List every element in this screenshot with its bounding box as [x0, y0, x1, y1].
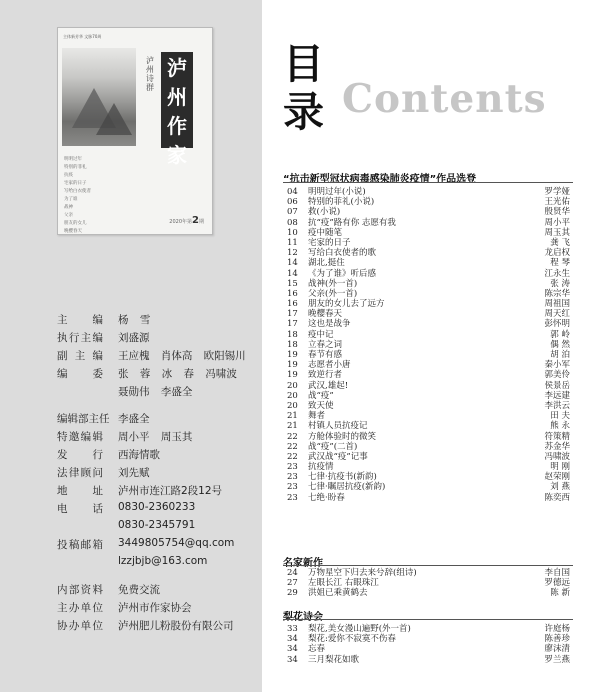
toc-entry[interactable]	[283, 187, 573, 197]
cover-contents-line: 特别的菲礼	[64, 165, 87, 170]
toc-author: 程 琴	[550, 258, 570, 269]
toc-author: 熊 永	[550, 421, 570, 432]
cover-contents-line: 写给白衣使者	[64, 189, 91, 194]
toc-page-number: 18	[287, 339, 298, 350]
toc-title: 战“疫”(二首)	[308, 441, 358, 452]
toc-page-number: 17	[287, 309, 298, 320]
toc-author: 刘 燕	[550, 482, 570, 493]
toc-title: 救(小说)	[308, 207, 341, 218]
toc-entry[interactable]	[283, 588, 573, 598]
toc-page-number: 11	[287, 237, 298, 248]
toc-author: 郭美伶	[544, 370, 570, 381]
toc-title: 万物星空下归去来兮辞(组诗)	[308, 568, 417, 578]
toc-author: 龚 飞	[550, 237, 570, 248]
toc-entry[interactable]	[283, 401, 573, 411]
masthead-value: 周小平 周玉其	[118, 431, 193, 443]
toc-page-number: 22	[287, 431, 298, 442]
section-divider	[283, 182, 573, 183]
toc-entry[interactable]	[283, 248, 573, 258]
toc-author: 苏金华	[544, 441, 570, 452]
toc-title: 洪姐已乘黄鹤去	[308, 588, 368, 599]
cover-contents-line: 明明过年	[64, 157, 82, 162]
section-divider	[283, 565, 573, 566]
toc-author: 李远建	[544, 390, 570, 401]
toc-page-number: 04	[287, 187, 298, 197]
cover-contents-line: 宅家的日子	[64, 181, 87, 186]
toc-page-number: 19	[287, 360, 298, 371]
toc-author: 侯景岳	[544, 380, 570, 391]
masthead-value: 0830-2360233	[118, 501, 196, 513]
issue-suffix: 期	[198, 219, 204, 225]
toc-author: 陈 新	[550, 588, 570, 599]
toc-title: 致天使	[308, 400, 334, 411]
toc-list	[283, 624, 573, 665]
masthead-label: 内部资料	[57, 584, 103, 596]
toc-page-number: 14	[287, 268, 298, 279]
toc-title: 朋友的女儿去了远方	[308, 299, 385, 310]
toc-page-number: 27	[287, 578, 298, 589]
toc-page-number: 33	[287, 624, 298, 634]
toc-title: 左眼长江 右眼珠江	[308, 578, 379, 589]
toc-entry[interactable]	[283, 218, 573, 228]
toc-entry[interactable]	[283, 493, 573, 503]
page-title	[283, 40, 324, 136]
toc-page-number: 14	[287, 258, 298, 269]
toc-title: 抗疫情	[308, 462, 334, 473]
toc-entry[interactable]	[283, 644, 573, 654]
toc-entry[interactable]	[283, 279, 573, 289]
masthead-value: 免费交流	[118, 584, 160, 596]
title-char-top: 目	[283, 40, 324, 88]
toc-entry[interactable]	[283, 197, 573, 207]
cover-title-char: 家	[167, 143, 187, 167]
cover-issue	[169, 215, 204, 226]
toc-entry[interactable]	[283, 319, 573, 329]
section-heading: 梨花诗会	[283, 612, 323, 623]
left-panel	[0, 0, 262, 692]
toc-author: 殷贤华	[544, 207, 570, 218]
toc-author: 许庭杨	[544, 624, 570, 634]
toc-list	[283, 568, 573, 599]
toc-entry[interactable]	[283, 258, 573, 268]
cover-contents-line: 战神	[64, 205, 73, 210]
toc-page-number: 17	[287, 319, 298, 330]
masthead-label: 主编	[57, 314, 103, 326]
toc-entry[interactable]	[283, 330, 573, 340]
toc-page-number: 16	[287, 299, 298, 310]
masthead-label: 投稿邮箱	[57, 539, 103, 551]
toc-entry[interactable]	[283, 411, 573, 421]
toc-author: 胡 泊	[550, 350, 570, 360]
masthead-label: 编辑部主任	[57, 413, 110, 425]
toc-page-number: 23	[287, 462, 298, 473]
cover-contents-line: 为了谁	[64, 197, 78, 202]
toc-page-number: 23	[287, 492, 298, 503]
toc-title: 志愿者小唐	[308, 360, 351, 371]
toc-title: 疫中记	[308, 329, 334, 340]
toc-title: 三月梨花如歌	[308, 654, 360, 665]
masthead-label: 协办单位	[57, 620, 103, 632]
cover-contents-line: 晚樱春天	[64, 229, 82, 234]
toc-title: 战“疫”	[308, 390, 334, 401]
toc-title: 舞者	[308, 411, 326, 422]
toc-entry[interactable]	[283, 624, 573, 634]
toc-author: 郭 岭	[550, 329, 570, 340]
toc-entry[interactable]	[283, 634, 573, 644]
cover-contents-line: 父亲	[64, 213, 73, 218]
toc-author: 罗德远	[544, 578, 570, 589]
cover-contents-line: 朋友的女儿	[64, 221, 87, 226]
toc-author: 龙启权	[544, 248, 570, 259]
toc-entry[interactable]	[283, 421, 573, 431]
toc-entry[interactable]	[283, 655, 573, 665]
toc-author: 李洪云	[544, 400, 570, 411]
toc-entry[interactable]	[283, 299, 573, 309]
toc-entry[interactable]	[283, 360, 573, 370]
toc-author: 田 夫	[550, 411, 570, 422]
toc-list	[283, 187, 573, 503]
section-heading: “抗击新型冠状病毒感染肺炎疫情”作品选登	[283, 174, 477, 185]
toc-entry[interactable]	[283, 238, 573, 248]
mountain-shape	[96, 103, 132, 135]
masthead-value: 西海情歌	[118, 449, 160, 461]
toc-title: 武汉,雄起!	[308, 380, 349, 391]
toc-title: 七律·瞩居抗疫(新韵)	[308, 482, 386, 493]
toc-title: 这也是战争	[308, 319, 351, 330]
cover-title	[161, 52, 193, 167]
toc-entry[interactable]	[283, 391, 573, 401]
toc-page-number: 20	[287, 390, 298, 401]
cover-title-char: 作	[167, 114, 187, 138]
toc-entry[interactable]	[283, 289, 573, 299]
cover-tagline: 主体新芳华 文脉70周	[63, 34, 102, 39]
toc-page-number: 34	[287, 654, 298, 665]
masthead-value: 泸州市作家协会	[118, 602, 192, 614]
toc-entry[interactable]	[283, 350, 573, 360]
toc-page-number: 21	[287, 421, 298, 432]
toc-page-number: 21	[287, 411, 298, 422]
toc-author: 赵荣刚	[544, 472, 570, 483]
toc-title: 战神(外一首)	[308, 278, 358, 289]
masthead-value: 3449805754@qq.com	[118, 537, 235, 549]
toc-entry[interactable]	[283, 578, 573, 588]
toc-title: 明明过年(小说)	[308, 187, 366, 197]
toc-page-number: 12	[287, 248, 298, 259]
toc-page-number: 10	[287, 227, 298, 238]
toc-entry[interactable]	[283, 269, 573, 279]
toc-page-number: 23	[287, 482, 298, 493]
masthead-value: 杨 雪	[118, 314, 151, 326]
toc-entry[interactable]	[283, 309, 573, 319]
masthead-label: 地址	[57, 485, 103, 497]
toc-title: 立春之词	[308, 339, 343, 350]
toc-page-number: 19	[287, 350, 298, 360]
cover-landscape-painting	[62, 48, 136, 146]
toc-page-number: 22	[287, 441, 298, 452]
toc-title: 春节有感	[308, 350, 343, 360]
toc-page-number: 18	[287, 329, 298, 340]
toc-author: 陈宗华	[544, 288, 570, 299]
masthead-value: 0830-2345791	[118, 519, 196, 531]
toc-author: 罗学娅	[544, 187, 570, 197]
masthead-label: 副主编	[57, 350, 103, 362]
toc-author: 陈奕西	[544, 492, 570, 503]
toc-title: 宅家的日子	[308, 237, 351, 248]
toc-page-number: 23	[287, 472, 298, 483]
toc-title: 梨花,美女漫山遍野(外一首)	[308, 624, 411, 634]
toc-author: 张 涛	[550, 278, 570, 289]
toc-author: 周玉其	[544, 227, 570, 238]
toc-title: 晚樱春天	[308, 309, 343, 320]
toc-author: 周祖国	[544, 299, 570, 310]
toc-entry[interactable]	[283, 370, 573, 380]
toc-page-number: 29	[287, 588, 298, 599]
toc-author: 明 刚	[550, 462, 570, 473]
toc-entry[interactable]	[283, 568, 573, 578]
toc-author: 周小平	[544, 217, 570, 228]
masthead-value: 泸州肥儿粉股份有限公司	[118, 620, 234, 632]
toc-title: 梨花:爱你不寂寞不伤春	[308, 634, 396, 645]
toc-author: 廖沫清	[544, 644, 570, 655]
toc-title: 致逆行者	[308, 370, 343, 381]
toc-author: 李自国	[544, 568, 570, 578]
toc-entry[interactable]	[283, 381, 573, 391]
toc-title: 疫中随笔	[308, 227, 343, 238]
masthead-value: 泸州市连江路2段12号	[118, 485, 223, 497]
toc-entry[interactable]	[283, 207, 573, 217]
toc-entry[interactable]	[283, 472, 573, 482]
toc-entry[interactable]	[283, 452, 573, 462]
toc-entry[interactable]	[283, 482, 573, 492]
masthead-value: 张 蓉 冰 春 冯啸波	[118, 368, 237, 380]
toc-page-number: 16	[287, 288, 298, 299]
toc-author: 周天红	[544, 309, 570, 320]
toc-title: 方舱体验时的微笑	[308, 431, 377, 442]
toc-entry[interactable]	[283, 432, 573, 442]
masthead-label: 主办单位	[57, 602, 103, 614]
toc-page-number: 06	[287, 197, 298, 208]
toc-page-number: 34	[287, 644, 298, 655]
toc-entry[interactable]	[283, 228, 573, 238]
toc-author: 冯啸波	[544, 451, 570, 462]
toc-title: 特别的菲礼(小说)	[308, 197, 375, 208]
issue-prefix: 2020年第	[169, 219, 193, 225]
toc-title: 忘春	[308, 644, 326, 655]
cover-calligraphy: 泸州诗群	[146, 56, 154, 92]
cover-contents-line: 抗疫	[64, 173, 73, 178]
contents-heading: Contents	[342, 76, 547, 122]
toc-page-number: 20	[287, 400, 298, 411]
toc-entry[interactable]	[283, 340, 573, 350]
section-heading: 名家新作	[283, 558, 323, 569]
cover-contents-list	[64, 156, 154, 236]
section-divider	[283, 619, 573, 620]
toc-page-number: 20	[287, 380, 298, 391]
masthead-label: 发行	[57, 449, 103, 461]
toc-page-number: 22	[287, 451, 298, 462]
masthead-value: 刘先赋	[118, 467, 150, 479]
masthead-value: 聂勋伟 李盛全	[118, 386, 193, 398]
toc-entry[interactable]	[283, 442, 573, 452]
title-char-bottom: 录	[283, 88, 324, 136]
toc-author: 符策精	[544, 431, 570, 442]
toc-author: 彭怀明	[544, 319, 570, 330]
cover-thumbnail	[57, 27, 213, 235]
toc-author: 秦小军	[544, 360, 570, 371]
toc-page-number: 08	[287, 217, 298, 228]
toc-author: 王光佑	[544, 197, 570, 208]
masthead-label: 编委	[57, 368, 103, 380]
masthead-label: 执行主编	[57, 332, 103, 344]
cover-title-char: 泸	[167, 56, 187, 80]
toc-title: 写给白衣使者的歌	[308, 248, 377, 259]
masthead-value: 李盛全	[118, 413, 150, 425]
toc-page-number: 34	[287, 634, 298, 645]
toc-title: 武汉战“疫”记事	[308, 451, 368, 462]
toc-author: 江永生	[544, 268, 570, 279]
toc-title: 父亲(外一首)	[308, 288, 358, 299]
toc-title: 七绝·盼春	[308, 492, 345, 503]
toc-entry[interactable]	[283, 462, 573, 472]
cover-title-char: 州	[167, 85, 187, 109]
masthead-value: 刘盛源	[118, 332, 150, 344]
masthead-label: 电话	[57, 503, 103, 515]
masthead-label: 特邀编辑	[57, 431, 103, 443]
toc-title: 湖北,挺住	[308, 258, 345, 269]
toc-title: 七律·抗疫书(新韵)	[308, 472, 377, 483]
toc-page-number: 24	[287, 568, 298, 578]
masthead-value: 王应槐 肖体高 欧阳锡川	[118, 350, 246, 362]
toc-author: 陈善珍	[544, 634, 570, 645]
toc-title: 村镇人员抗疫记	[308, 421, 368, 432]
toc-page-number: 07	[287, 207, 298, 218]
toc-title: 抗“疫”路有你 志愿有我	[308, 217, 396, 228]
masthead-value: lzzjbjb@163.com	[118, 555, 208, 567]
issue-number: 2	[192, 215, 199, 226]
masthead-label: 法律顾问	[57, 467, 103, 479]
toc-author: 偶 然	[550, 339, 570, 350]
toc-title: 《为了谁》听后感	[308, 268, 377, 279]
toc-author: 罗兰燕	[544, 654, 570, 665]
toc-page-number: 15	[287, 278, 298, 289]
toc-page-number: 19	[287, 370, 298, 381]
